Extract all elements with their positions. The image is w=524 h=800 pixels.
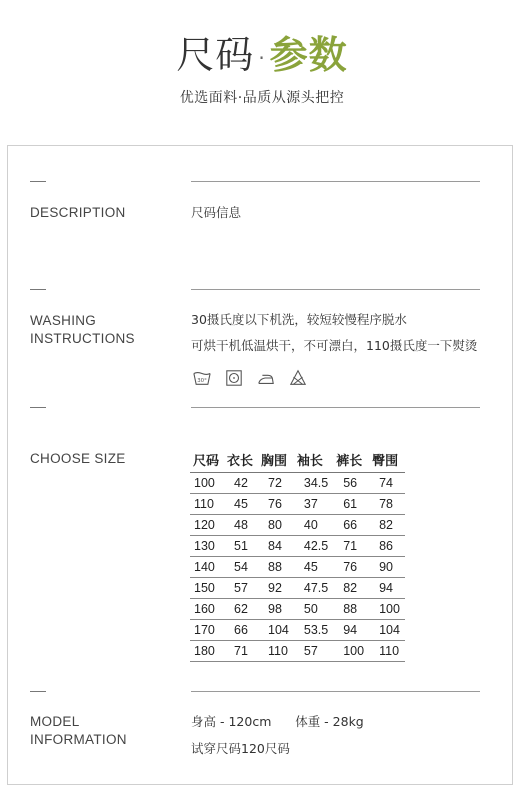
header-hip: 臀围 <box>369 446 405 473</box>
table-cell: 53.5 <box>294 620 333 641</box>
table-cell: 42 <box>224 473 258 494</box>
table-cell: 82 <box>369 515 405 536</box>
table-cell: 104 <box>258 620 294 641</box>
wash-30-icon <box>193 369 211 387</box>
section-rule <box>191 691 480 692</box>
page-header <box>0 30 524 107</box>
table-cell: 45 <box>294 557 333 578</box>
svg-text:30°: 30° <box>197 378 207 385</box>
header-pants-length: 裤长 <box>333 446 369 473</box>
table-cell: 74 <box>369 473 405 494</box>
washing-line-2: 可烘干机低温烘干，不可漂白，110摄氏度一下熨烫 <box>191 338 478 353</box>
table-cell: 40 <box>294 515 333 536</box>
table-cell: 80 <box>258 515 294 536</box>
table-cell: 62 <box>224 599 258 620</box>
table-row <box>190 599 405 620</box>
section-rule <box>191 289 480 290</box>
description-value: 尺码信息 <box>191 205 242 220</box>
table-row <box>190 578 405 599</box>
table-row <box>190 536 405 557</box>
table-cell: 57 <box>224 578 258 599</box>
table-cell: 120 <box>190 515 224 536</box>
table-cell: 71 <box>333 536 369 557</box>
washing-label <box>30 312 135 348</box>
table-cell: 160 <box>190 599 224 620</box>
table-cell: 57 <box>294 641 333 662</box>
table-cell: 110 <box>258 641 294 662</box>
table-cell: 150 <box>190 578 224 599</box>
table-cell: 104 <box>369 620 405 641</box>
table-cell: 86 <box>369 536 405 557</box>
table-cell: 94 <box>333 620 369 641</box>
model-line-2: 试穿尺码120尺码 <box>191 741 290 756</box>
table-cell: 71 <box>224 641 258 662</box>
table-cell: 100 <box>369 599 405 620</box>
table-cell: 110 <box>190 494 224 515</box>
washing-label-line2: INSTRUCTIONS <box>30 331 135 346</box>
table-cell: 66 <box>224 620 258 641</box>
table-cell: 130 <box>190 536 224 557</box>
table-cell: 90 <box>369 557 405 578</box>
table-cell: 47.5 <box>294 578 333 599</box>
table-cell: 78 <box>369 494 405 515</box>
table-cell: 82 <box>333 578 369 599</box>
header-size: 尺码 <box>190 446 224 473</box>
table-row <box>190 494 405 515</box>
table-cell: 37 <box>294 494 333 515</box>
table-cell: 98 <box>258 599 294 620</box>
table-cell: 94 <box>369 578 405 599</box>
care-icons <box>193 369 307 389</box>
table-cell: 66 <box>333 515 369 536</box>
table-cell: 100 <box>333 641 369 662</box>
model-line-1: 身高 - 120cm 体重 - 28kg <box>191 714 364 729</box>
title-dot: · <box>258 45 266 70</box>
section-rule <box>191 407 480 408</box>
table-cell: 88 <box>333 599 369 620</box>
table-row <box>190 515 405 536</box>
title-part-1: 尺码 <box>176 33 255 77</box>
section-dash <box>30 691 46 692</box>
table-cell: 72 <box>258 473 294 494</box>
table-cell: 92 <box>258 578 294 599</box>
model-label <box>30 713 127 749</box>
model-label-line2: INFORMATION <box>30 732 127 747</box>
size-table-header-row <box>190 446 405 473</box>
section-dash <box>30 289 46 290</box>
table-cell: 76 <box>333 557 369 578</box>
size-label: CHOOSE SIZE <box>30 451 126 466</box>
table-cell: 180 <box>190 641 224 662</box>
washing-line-1: 30摄氏度以下机洗，较短较慢程序脱水 <box>191 312 407 327</box>
page-title <box>0 30 524 83</box>
table-cell: 42.5 <box>294 536 333 557</box>
table-cell: 140 <box>190 557 224 578</box>
table-cell: 48 <box>224 515 258 536</box>
table-cell: 170 <box>190 620 224 641</box>
table-cell: 56 <box>333 473 369 494</box>
section-rule <box>191 181 480 182</box>
table-cell: 88 <box>258 557 294 578</box>
table-row <box>190 641 405 662</box>
table-cell: 50 <box>294 599 333 620</box>
table-row <box>190 557 405 578</box>
table-cell: 54 <box>224 557 258 578</box>
table-cell: 76 <box>258 494 294 515</box>
header-length: 衣长 <box>224 446 258 473</box>
section-dash <box>30 181 46 182</box>
table-row <box>190 473 405 494</box>
table-cell: 34.5 <box>294 473 333 494</box>
table-cell: 61 <box>333 494 369 515</box>
no-bleach-icon <box>289 369 307 387</box>
size-info-card <box>7 145 513 785</box>
header-sleeve: 袖长 <box>294 446 333 473</box>
table-row <box>190 620 405 641</box>
description-label: DESCRIPTION <box>30 205 126 220</box>
header-chest: 胸围 <box>258 446 294 473</box>
title-part-2: 参数 <box>269 33 348 77</box>
section-dash <box>30 407 46 408</box>
page-subtitle: 优选面料·品质从源头把控 <box>179 89 345 106</box>
tumble-dry-icon <box>225 369 243 387</box>
size-table <box>190 446 405 662</box>
table-cell: 84 <box>258 536 294 557</box>
washing-label-line1: WASHING <box>30 313 97 328</box>
table-cell: 110 <box>369 641 405 662</box>
iron-icon <box>257 369 275 387</box>
table-cell: 51 <box>224 536 258 557</box>
model-label-line1: MODEL <box>30 714 80 729</box>
table-cell: 100 <box>190 473 224 494</box>
table-cell: 45 <box>224 494 258 515</box>
